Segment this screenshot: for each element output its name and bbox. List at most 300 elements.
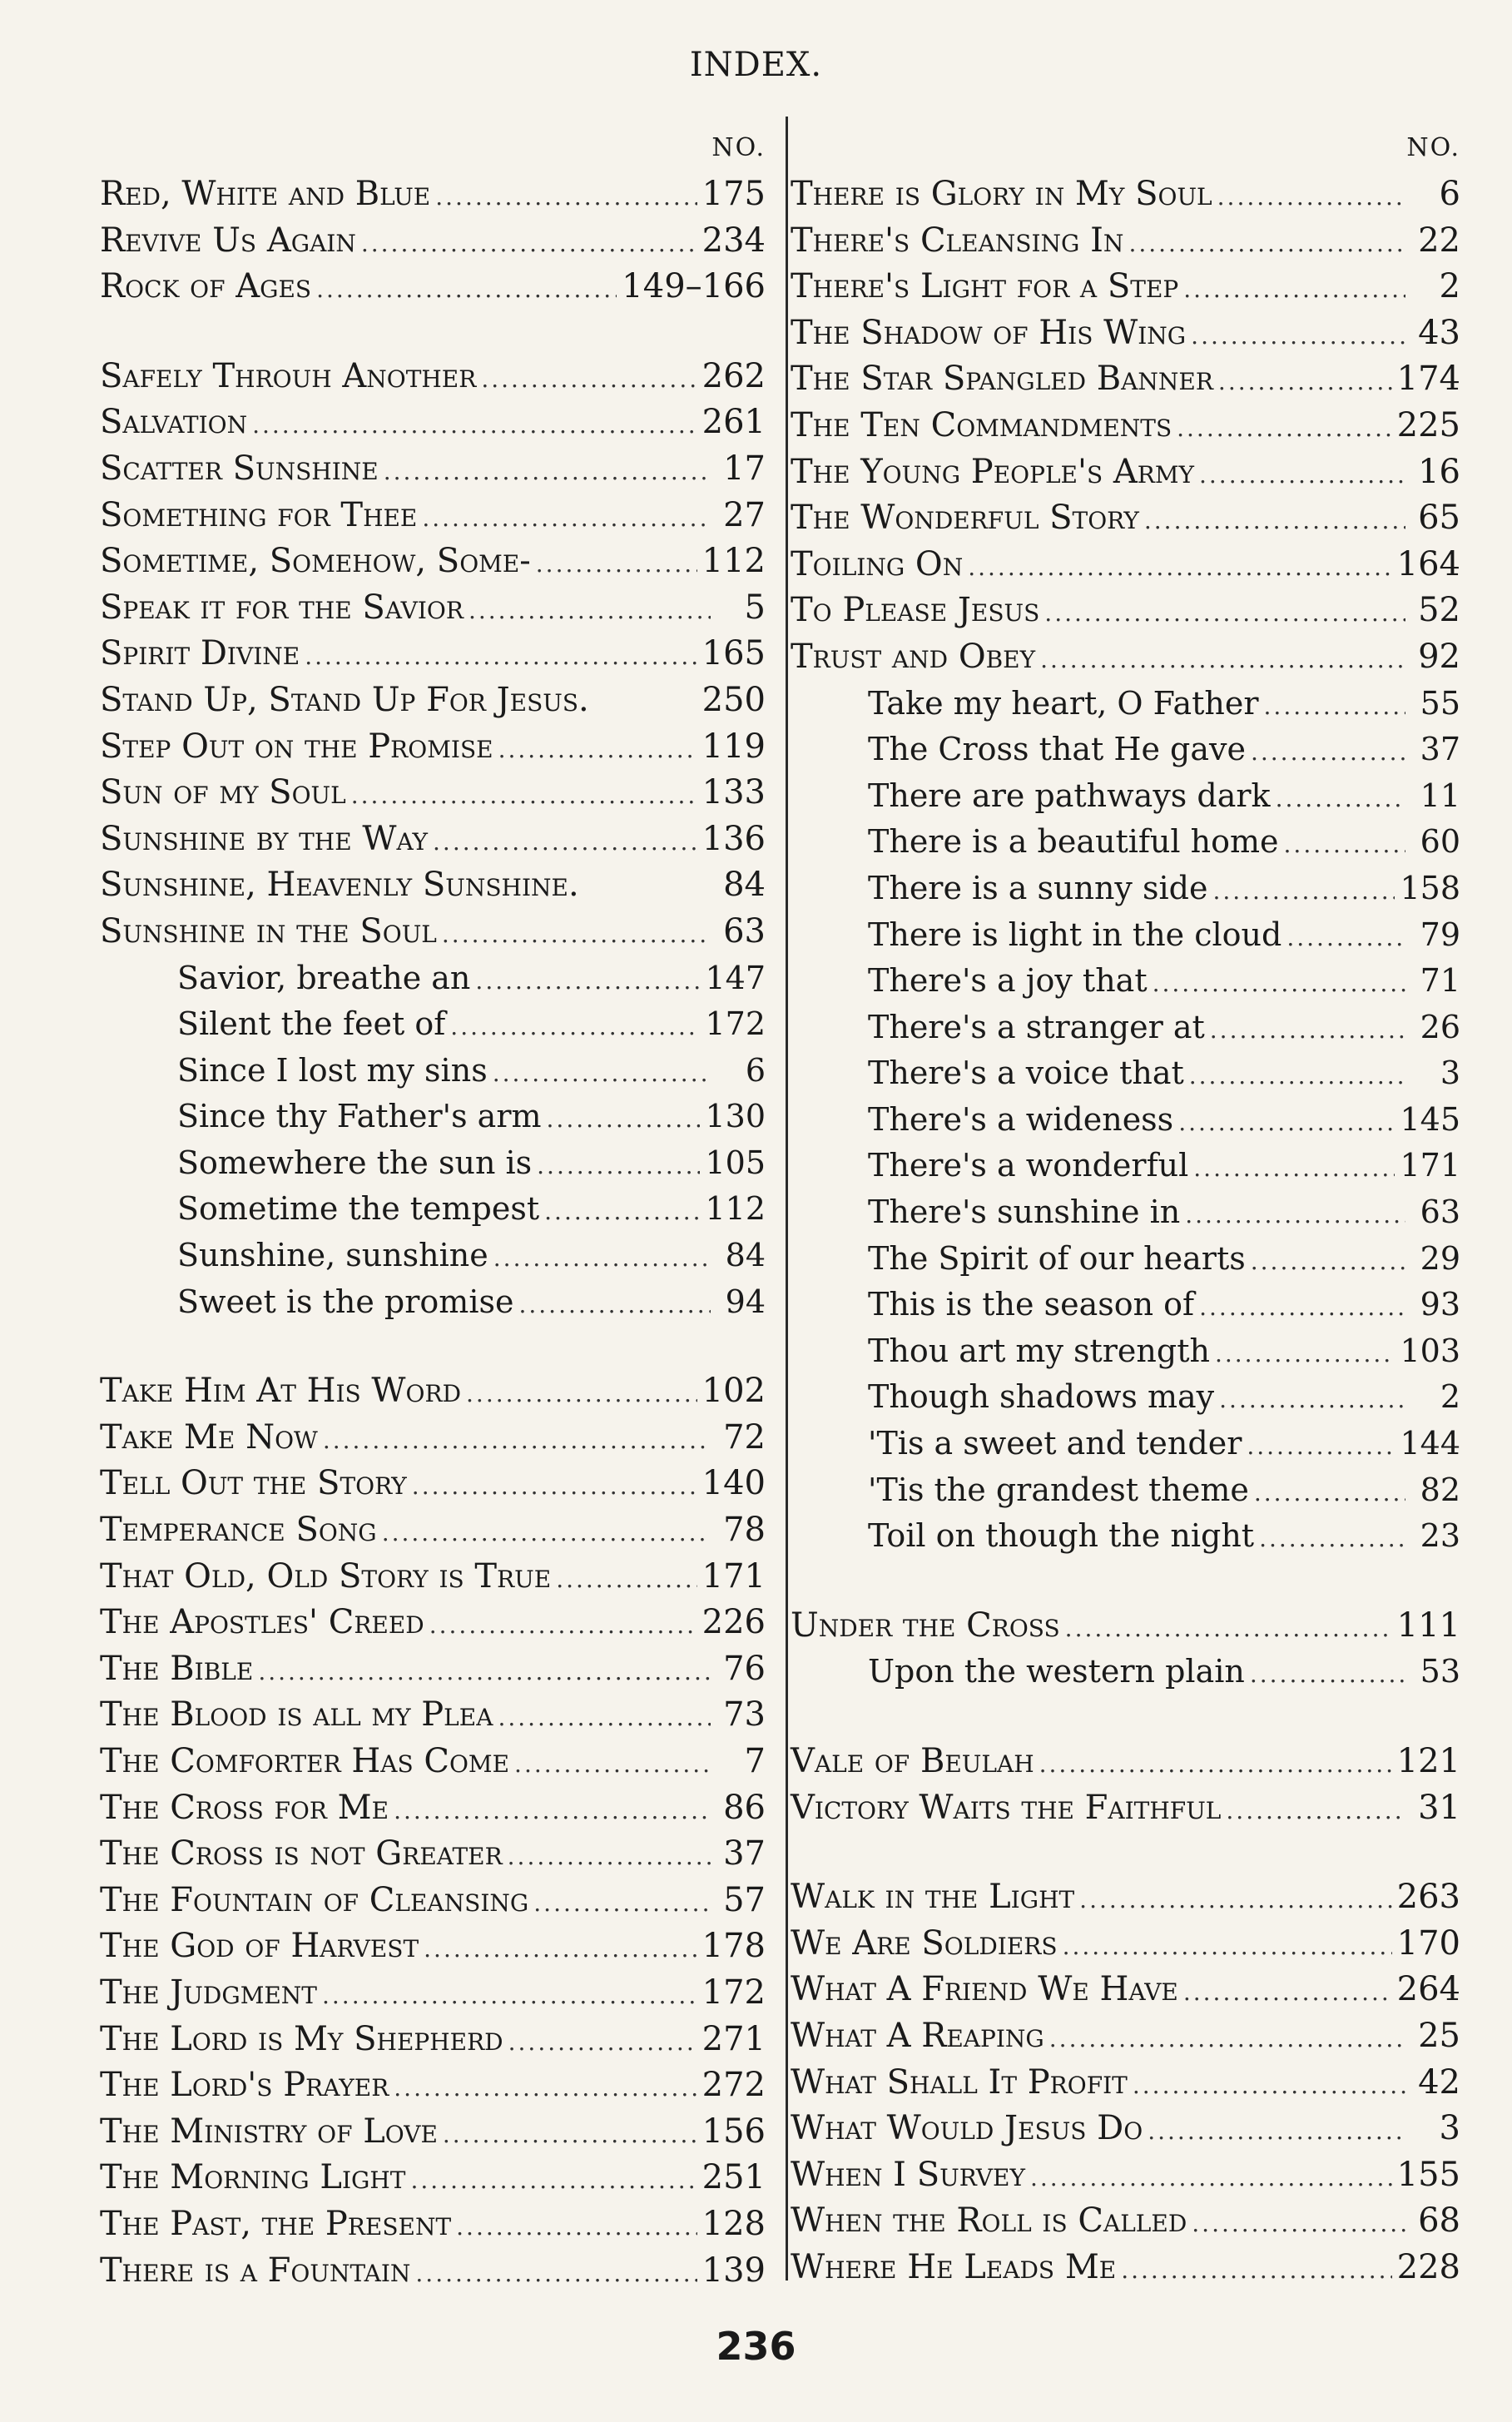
entry-title: The Cross for Me	[100, 1788, 389, 1827]
dot-leader	[1250, 1651, 1405, 1698]
entry-number: 263	[1396, 1878, 1460, 1917]
dot-leader	[1284, 821, 1405, 868]
entry-number: 84	[725, 1237, 766, 1274]
first-line-entry	[791, 912, 1460, 959]
first-line-entry	[100, 1140, 766, 1187]
entry-number: 92	[1418, 637, 1460, 676]
entry-number: 52	[1418, 591, 1460, 630]
entry-number: 155	[1396, 2155, 1460, 2194]
hymn-title-entry	[100, 1923, 766, 1970]
entry-title: The Past, the Present	[100, 2204, 452, 2243]
dot-leader	[433, 819, 697, 866]
dot-leader	[384, 449, 711, 495]
hymn-title-entry	[791, 2198, 1460, 2245]
dot-leader	[468, 588, 711, 634]
hymn-title-entry	[791, 2013, 1460, 2060]
dot-leader	[1128, 221, 1405, 267]
dot-leader	[1192, 2201, 1405, 2247]
entry-title: Something for Thee	[100, 495, 418, 534]
first-line-entry	[791, 681, 1460, 727]
section-gap	[100, 1325, 766, 1368]
dot-leader	[442, 911, 711, 958]
dot-leader	[1148, 2108, 1405, 2155]
entry-number: 145	[1400, 1100, 1460, 1138]
entry-title: The Apostles' Creed	[100, 1603, 424, 1642]
entry-number: 103	[1400, 1332, 1460, 1369]
entry-title: The God of Harvest	[100, 1927, 419, 1966]
dot-leader	[466, 1371, 697, 1417]
entry-title: Take Me Now	[100, 1417, 318, 1457]
dot-leader	[547, 1096, 701, 1143]
page-title: INDEX.	[689, 46, 823, 84]
entry-number: 76	[723, 1649, 766, 1688]
entry-number: 158	[1400, 869, 1460, 906]
entry-title: Rock of Ages	[100, 267, 312, 306]
entry-title: Walk in the Light	[791, 1878, 1075, 1917]
entry-title: 'Tis a sweet and tender	[868, 1425, 1242, 1462]
first-line-entry	[791, 1050, 1460, 1097]
first-line-entry	[791, 1649, 1460, 1695]
dot-leader	[1039, 1741, 1392, 1788]
hymn-title-entry	[791, 264, 1460, 310]
column-divider	[786, 117, 788, 2281]
entry-title: The Lord is My Shepherd	[100, 2019, 503, 2058]
hymn-title-entry	[791, 2060, 1460, 2107]
entry-title: What Shall It Profit	[791, 2062, 1128, 2102]
first-line-entry	[791, 1005, 1460, 1051]
hymn-title-entry	[791, 1874, 1460, 1921]
page-number: 236	[716, 2324, 796, 2369]
entry-number: 136	[701, 819, 766, 858]
entry-number: 17	[723, 449, 766, 488]
dot-leader	[323, 1417, 711, 1464]
dot-leader	[493, 1050, 711, 1097]
hymn-title-entry	[100, 354, 766, 400]
entry-title: Vale of Beulah	[791, 1742, 1034, 1780]
entry-number: 262	[701, 356, 766, 395]
dot-leader	[258, 1649, 711, 1695]
dot-leader	[252, 402, 697, 449]
entry-number: 37	[723, 1834, 766, 1874]
entry-number: 72	[723, 1417, 766, 1457]
first-line-entry	[100, 1186, 766, 1233]
dot-leader	[1153, 960, 1405, 1007]
entry-title: Where He Leads Me	[791, 2247, 1117, 2286]
entry-number: 234	[701, 221, 766, 260]
dot-leader	[556, 1556, 697, 1603]
hymn-title-entry	[791, 2106, 1460, 2152]
hymn-title-entry	[100, 2201, 766, 2248]
entry-number: 171	[701, 1556, 766, 1596]
section-gap	[791, 1560, 1460, 1603]
dot-leader	[1040, 637, 1405, 683]
entry-number: 63	[723, 911, 766, 950]
entry-title: Under the Cross	[791, 1606, 1060, 1645]
entry-title: Trust and Obey	[791, 637, 1036, 676]
entry-number: 170	[1396, 1923, 1460, 1963]
entry-title: Upon the western plain	[868, 1653, 1245, 1690]
dot-leader	[1030, 2155, 1392, 2201]
entry-title: Silent the feet of	[177, 1005, 446, 1043]
entry-title: The Blood is all my Plea	[100, 1695, 493, 1735]
first-line-entry	[100, 1001, 766, 1048]
entry-title: Sun of my Soul	[100, 773, 346, 812]
dot-leader	[1189, 1053, 1405, 1099]
entry-title: What Would Jesus Do	[791, 2109, 1143, 2148]
entry-title: Red, White and Blue	[100, 175, 431, 213]
entry-title: There is light in the cloud	[868, 916, 1282, 953]
entry-number: 71	[1420, 962, 1460, 1000]
entry-number: 112	[701, 542, 766, 581]
entry-number: 6	[1439, 175, 1460, 213]
entry-title: Since I lost my sins	[177, 1051, 488, 1089]
hymn-title-entry	[100, 264, 766, 310]
entry-number: 22	[1418, 221, 1460, 260]
entry-number: 31	[1418, 1788, 1460, 1827]
entry-title: There's Cleansing In	[791, 221, 1124, 260]
first-line-entry	[100, 1048, 766, 1094]
entry-title: Since thy Father's arm	[177, 1098, 542, 1135]
first-line-entry	[791, 1374, 1460, 1421]
entry-number: 43	[1418, 313, 1460, 352]
entry-number: 94	[725, 1283, 766, 1320]
hymn-title-entry	[791, 542, 1460, 588]
hymn-title-entry	[100, 724, 766, 771]
entry-number: 29	[1420, 1239, 1460, 1277]
dot-leader	[481, 356, 697, 403]
dot-leader	[410, 2157, 697, 2204]
hymn-title-entry	[100, 2155, 766, 2201]
left-index-list	[100, 171, 766, 2294]
dot-leader	[1217, 174, 1405, 221]
entry-title: We Are Soldiers	[791, 1923, 1058, 1963]
entry-number: 5	[744, 588, 766, 627]
entry-number: 144	[1400, 1425, 1460, 1462]
dot-leader	[394, 1788, 711, 1834]
entry-title: Toil on though the night	[868, 1517, 1255, 1555]
hymn-title-entry	[100, 909, 766, 955]
entry-title: Thou art my strength	[868, 1332, 1210, 1369]
hymn-title-entry	[791, 1603, 1460, 1650]
dot-leader	[450, 1004, 700, 1050]
first-line-entry	[791, 1467, 1460, 1514]
first-line-entry	[791, 1282, 1460, 1328]
entry-title: When the Roll is Called	[791, 2201, 1187, 2241]
hymn-title-entry	[791, 171, 1460, 218]
entry-title: The Judgment	[100, 1973, 317, 2012]
dot-leader	[1063, 1923, 1392, 1970]
dot-leader	[536, 541, 697, 588]
entry-number: 63	[1420, 1194, 1460, 1231]
entry-title: Tell Out the Story	[100, 1464, 407, 1503]
entry-number: 37	[1420, 731, 1460, 768]
dot-leader	[1286, 915, 1405, 961]
hymn-title-entry	[791, 310, 1460, 357]
hymn-title-entry	[100, 585, 766, 632]
dot-leader	[498, 1695, 711, 1741]
dot-leader	[1144, 498, 1405, 544]
entry-title: To Please Jesus	[791, 591, 1040, 630]
dot-leader	[508, 2019, 697, 2066]
entry-number: 272	[701, 2066, 766, 2105]
entry-title: Scatter Sunshine	[100, 449, 379, 488]
dot-leader	[435, 174, 697, 221]
entry-number: 11	[1420, 777, 1460, 814]
first-line-entry	[791, 1143, 1460, 1189]
dot-leader	[1254, 1470, 1405, 1516]
entry-number: 261	[701, 403, 766, 442]
dot-leader	[1044, 590, 1405, 637]
right-column	[791, 125, 1460, 2291]
section-gap	[791, 1831, 1460, 1874]
dot-leader	[394, 2065, 697, 2112]
entry-number: 171	[1400, 1147, 1460, 1184]
hymn-title-entry	[100, 218, 766, 265]
dot-leader	[1079, 1877, 1391, 1923]
entry-title: What A Friend We Have	[791, 1970, 1178, 2009]
hymn-title-entry	[100, 1554, 766, 1601]
entry-number: 42	[1418, 2062, 1460, 2102]
dot-leader	[456, 2204, 697, 2251]
entry-title: The Star Spangled Banner	[791, 360, 1213, 399]
dot-leader	[1212, 868, 1395, 915]
entry-number: 251	[701, 2158, 766, 2197]
dot-leader	[316, 266, 617, 313]
entry-title: There's a wideness	[868, 1100, 1174, 1138]
entry-title: Revive Us Again	[100, 221, 356, 260]
entry-title: The Shadow of His Wing	[791, 313, 1187, 352]
entry-title: Take Him At His Word	[100, 1372, 462, 1411]
hymn-title-entry	[100, 1507, 766, 1554]
dot-leader	[361, 221, 697, 267]
entry-title: Safely Throuh Another	[100, 356, 477, 395]
entry-number: 2	[1439, 267, 1460, 306]
dot-leader	[424, 1926, 697, 1973]
hymn-title-entry	[100, 2017, 766, 2063]
entry-number: 228	[1396, 2247, 1460, 2286]
hymn-title-entry	[100, 1970, 766, 2017]
entry-title: There's a stranger at	[868, 1008, 1205, 1045]
dot-leader	[412, 1463, 697, 1510]
entry-number: 55	[1420, 684, 1460, 722]
entry-title: Victory Waits the Faithful	[791, 1788, 1222, 1827]
dot-leader	[1276, 776, 1405, 822]
hymn-title-entry	[100, 171, 766, 218]
first-line-entry	[791, 1236, 1460, 1283]
entry-number: 7	[744, 1742, 766, 1780]
entry-title: That Old, Old Story is True	[100, 1556, 552, 1596]
dot-leader	[475, 958, 700, 1005]
hymn-title-entry	[791, 2245, 1460, 2291]
hymn-title-entry	[791, 1739, 1460, 1785]
dot-leader	[498, 727, 697, 773]
hymn-title-entry	[791, 1785, 1460, 1832]
entry-number: 16	[1418, 452, 1460, 491]
dot-leader	[1183, 1969, 1392, 2016]
entry-number: 23	[1420, 1517, 1460, 1555]
hymn-title-entry	[100, 1646, 766, 1693]
entry-title: Toiling On	[791, 544, 964, 583]
entry-title: The Fountain of Cleansing	[100, 1880, 529, 1919]
hymn-title-entry	[100, 1600, 766, 1646]
dot-leader	[443, 2112, 697, 2158]
dot-leader	[533, 1880, 711, 1927]
hymn-title-entry	[100, 1831, 766, 1878]
entry-title: The Young People's Army	[791, 452, 1194, 491]
hymn-title-entry	[100, 1415, 766, 1462]
entry-title: The Ten Commandments	[791, 405, 1172, 444]
hymn-title-entry	[791, 403, 1460, 449]
entry-number: 164	[1396, 544, 1460, 583]
entry-number: 133	[701, 773, 766, 812]
entry-title: Sunshine in the Soul	[100, 911, 437, 950]
dot-leader	[382, 1510, 711, 1556]
entry-title: Step Out on the Promise	[100, 727, 493, 766]
hymn-title-entry	[100, 677, 766, 724]
entry-title: Though shadows may	[868, 1378, 1215, 1416]
hymn-title-entry	[100, 631, 766, 677]
dot-leader	[305, 633, 697, 680]
entry-number: 102	[701, 1372, 766, 1411]
hymn-title-entry	[791, 1921, 1460, 1968]
entry-number: 264	[1396, 1970, 1460, 2009]
entry-number: 86	[723, 1788, 766, 1827]
entry-number: 79	[1420, 916, 1460, 953]
dot-leader	[1177, 405, 1392, 452]
dot-leader	[1210, 1007, 1405, 1054]
dot-leader	[322, 1973, 697, 2019]
dot-leader	[1251, 1238, 1405, 1285]
entry-title: Sometime the tempest	[177, 1190, 540, 1228]
dot-leader	[1191, 313, 1405, 360]
entry-title: There are pathways dark	[868, 777, 1271, 814]
entry-number: 57	[723, 1880, 766, 1919]
entry-number: 53	[1420, 1653, 1460, 1690]
dot-leader	[1264, 683, 1405, 730]
entry-title: Sweet is the promise	[177, 1283, 514, 1320]
entry-number: 2	[1440, 1378, 1460, 1416]
dot-leader	[1218, 359, 1392, 405]
entry-title: The Cross that He gave	[868, 731, 1246, 768]
entry-title: Temperance Song	[100, 1511, 377, 1550]
entry-title: Take my heart, O Father	[868, 684, 1259, 722]
dot-leader	[1199, 1284, 1405, 1331]
left-column	[100, 125, 766, 2294]
dot-leader	[429, 1602, 697, 1649]
entry-title: Sunshine by the Way	[100, 819, 429, 858]
hymn-title-entry	[100, 538, 766, 585]
entry-number: 140	[701, 1464, 766, 1503]
hymn-title-entry	[100, 2248, 766, 2295]
entry-number: 121	[1396, 1742, 1460, 1780]
dot-leader	[1133, 2062, 1405, 2109]
section-gap	[791, 1695, 1460, 1739]
entry-title: There's a joy that	[868, 962, 1148, 1000]
entry-title: When I Survey	[791, 2155, 1025, 2194]
entry-number: 6	[745, 1051, 766, 1089]
entry-title: There's a wonderful	[868, 1147, 1189, 1184]
dot-leader	[508, 1834, 711, 1880]
entry-title: Spirit Divine	[100, 634, 300, 673]
first-line-entry	[791, 1189, 1460, 1236]
first-line-entry	[791, 819, 1460, 866]
dot-leader	[1193, 1145, 1395, 1192]
dot-leader	[1226, 1788, 1405, 1834]
entry-number: 78	[723, 1511, 766, 1550]
entry-number: 172	[701, 1973, 766, 2012]
dot-leader	[1199, 452, 1405, 499]
dot-leader	[1049, 2016, 1405, 2062]
entry-number: 73	[723, 1695, 766, 1735]
entry-number: 149–166	[622, 267, 766, 306]
entry-title: The Ministry of Love	[100, 2112, 438, 2151]
entry-number: 165	[701, 634, 766, 673]
dot-leader	[351, 772, 697, 819]
entry-title: The Spirit of our hearts	[868, 1239, 1246, 1277]
hymn-title-entry	[100, 1878, 766, 1924]
entry-number: 226	[701, 1603, 766, 1642]
hymn-title-entry	[100, 1461, 766, 1507]
entry-number: 3	[1439, 2109, 1460, 2148]
hymn-title-entry	[791, 588, 1460, 634]
entry-number: 111	[1396, 1606, 1460, 1645]
entry-number: 68	[1418, 2201, 1460, 2241]
first-line-entry	[100, 1094, 766, 1140]
entry-title: There is a Fountain	[100, 2251, 411, 2290]
hymn-title-entry	[100, 862, 766, 909]
entry-number: 65	[1418, 499, 1460, 538]
entry-title: There is a beautiful home	[868, 823, 1279, 861]
entry-title: Sunshine, Heavenly Sunshine.	[100, 866, 579, 905]
hymn-title-entry	[100, 2109, 766, 2156]
entry-number: 25	[1418, 2016, 1460, 2055]
first-line-entry	[791, 1421, 1460, 1467]
dot-leader	[514, 1741, 711, 1788]
dot-leader	[1121, 2247, 1391, 2294]
dot-leader	[968, 544, 1391, 591]
hymn-title-entry	[791, 634, 1460, 681]
first-line-entry	[100, 1279, 766, 1326]
entry-number: 271	[701, 2019, 766, 2058]
entry-title: The Morning Light	[100, 2158, 406, 2197]
first-line-entry	[791, 958, 1460, 1005]
entry-number: 82	[1420, 1471, 1460, 1508]
dot-leader	[1259, 1516, 1405, 1562]
entry-title: The Comforter Has Come	[100, 1742, 510, 1780]
entry-number: 156	[701, 2112, 766, 2151]
hymn-title-entry	[100, 816, 766, 863]
entry-number: 112	[705, 1190, 766, 1228]
dot-leader	[1183, 266, 1405, 313]
hymn-title-entry	[100, 400, 766, 446]
dot-leader	[1178, 1099, 1395, 1146]
entry-title: Savior, breathe an	[177, 959, 471, 996]
section-gap	[100, 310, 766, 354]
entry-title: The Cross is not Greater	[100, 1834, 503, 1874]
entry-number: 3	[1440, 1055, 1460, 1092]
dot-leader	[1219, 1377, 1405, 1423]
entry-number: 27	[723, 495, 766, 534]
entry-number: 93	[1420, 1286, 1460, 1323]
entry-number: 105	[705, 1144, 766, 1181]
hymn-title-entry	[791, 495, 1460, 542]
entry-number: 225	[1396, 405, 1460, 444]
hymn-title-entry	[100, 1368, 766, 1415]
entry-number: 172	[705, 1005, 766, 1043]
entry-number: 84	[723, 866, 766, 905]
hymn-title-entry	[100, 1785, 766, 1832]
entry-title: Sunshine, sunshine	[177, 1237, 488, 1274]
